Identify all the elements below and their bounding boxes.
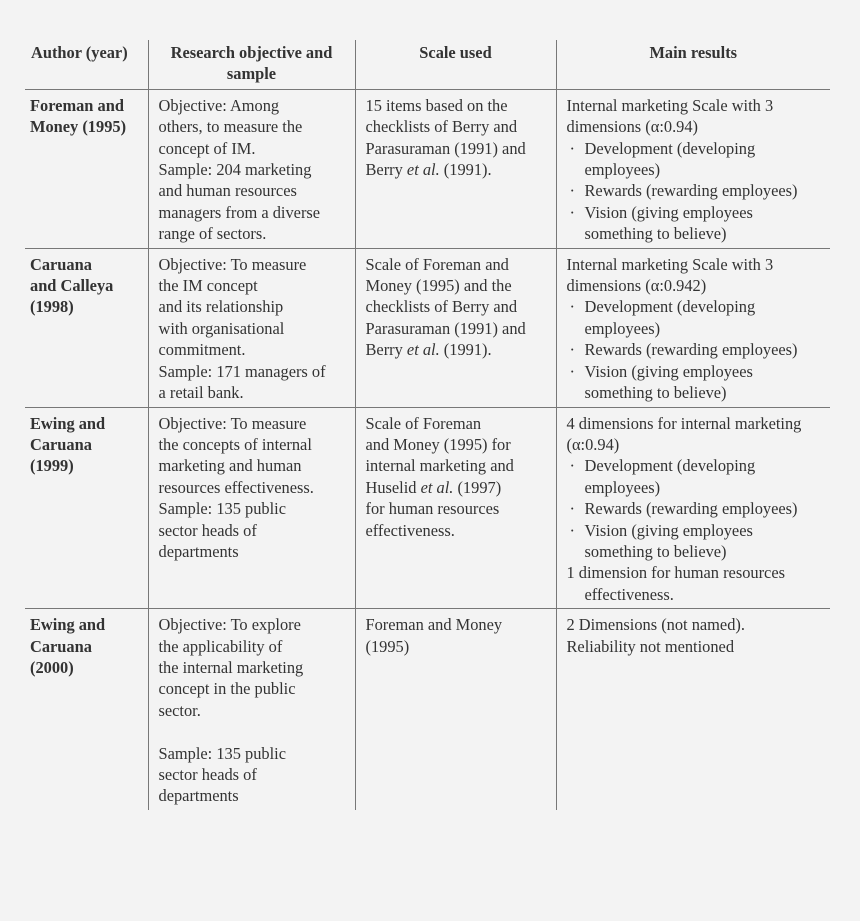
table-row: [25, 407, 830, 609]
results-cell: 2 Dimensions (not named). Reliability not mentioned: [556, 609, 830, 810]
header-author: Author (year): [25, 40, 148, 89]
result-bullet: · Rewards (rewarding employees): [567, 339, 823, 360]
results-cell: Internal marketing Scale with 3 dimensions (α:0.94) · Development (developing employees) · Rewards (rewarding employees) · Vision (giving employees something to believe): [556, 89, 830, 248]
result-bullet: · Rewards (rewarding employees): [567, 498, 823, 519]
header-row: [25, 40, 830, 89]
scale-cell: Scale of Foreman and Money (1995) for internal marketing and Huselid et al. (1997) for human resources effectiveness.: [355, 407, 556, 609]
table-row: [25, 248, 830, 407]
objective-cell: Objective: To explore the applicability of the internal marketing concept in the public sector. Sample: 135 public sector heads of departments: [148, 609, 355, 810]
result-bullet: · Development (developing employees): [567, 138, 823, 181]
table-row: [25, 609, 830, 810]
result-bullet: · Development (developing employees): [567, 296, 823, 339]
author-cell: Ewing and Caruana (1999): [25, 407, 148, 609]
result-bullet: · Vision (giving employees something to believe): [567, 202, 823, 245]
result-bullet: · Rewards (rewarding employees): [567, 180, 823, 201]
literature-table: [25, 40, 830, 810]
header-objective: Research objective and sample: [148, 40, 355, 89]
author-cell: Ewing and Caruana (2000): [30, 615, 106, 677]
results-cell: 4 dimensions for internal marketing (α:0.94) · Development (developing employees) · Rewards (rewarding employees) · Vision (giving employees something to believe) 1 dimension for human resources effectiveness.: [556, 407, 830, 609]
results-cell: Internal marketing Scale with 3 dimensions (α:0.942) · Development (developing employees) · Rewards (rewarding employees) · Vision (giving employees something to believe): [556, 248, 830, 407]
author-cell: Caruana and Calleya (1998): [25, 248, 148, 407]
objective-cell: Objective: To measure the IM concept and its relationship with organisational commitment. Sample: 171 managers of a retail bank.: [148, 248, 355, 407]
objective-cell: Objective: To measure the concepts of internal marketing and human resources effectiveness. Sample: 135 public sector heads of departments: [148, 407, 355, 609]
result-bullet: · Development (developing employees): [567, 455, 823, 498]
scale-cell: 15 items based on the checklists of Berry and Parasuraman (1991) and Berry et al. (1991).: [355, 89, 556, 248]
scale-cell: Scale of Foreman and Money (1995) and the checklists of Berry and Parasuraman (1991) and Berry et al. (1991).: [355, 248, 556, 407]
header-scale: Scale used: [355, 40, 556, 89]
result-bullet: · Vision (giving employees something to believe): [567, 520, 823, 563]
objective-cell: Objective: Among others, to measure the concept of IM. Sample: 204 marketing and human resources managers from a diverse range of sectors.: [148, 89, 355, 248]
author-cell: Foreman and Money (1995): [25, 89, 148, 248]
result-bullet: · Vision (giving employees something to believe): [567, 361, 823, 404]
scale-cell: Foreman and Money (1995): [355, 609, 556, 810]
header-results: Main results: [556, 40, 830, 89]
table-row: [25, 89, 830, 248]
